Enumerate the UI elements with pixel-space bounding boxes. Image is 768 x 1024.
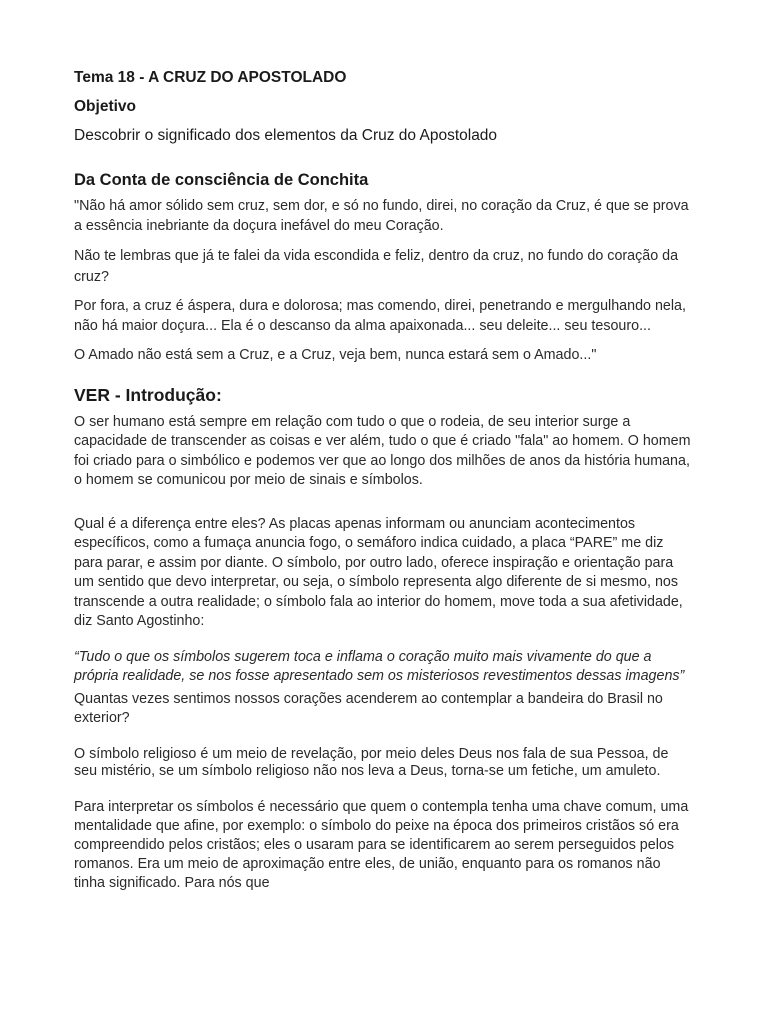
document-title: Tema 18 - A CRUZ DO APOSTOLADO [74,69,347,86]
augustine-quote: “Tudo o que os símbolos sugerem toca e inflama o coração muito mais vivamente do que a própria realidade, se nos fosse apresentado sem os misteriosos revestimentos dessas imagens” [74,648,685,684]
conchita-paragraph-4: O Amado não está sem a Cruz, e a Cruz, veja bem, nunca estará sem o Amado..." [74,347,597,363]
document-page [74,67,694,893]
ver-paragraph-4: O símbolo religioso é um meio de revelação, por meio deles Deus nos fala de sua Pessoa, de seu mistério, se um símbolo religioso não nos leva a Deus, torna-se um fetiche, um amuleto. [74,745,669,779]
objective-heading: Objetivo [74,98,137,115]
objective-text: Descobrir o significado dos elementos da Cruz do Apostolado [74,127,498,144]
conchita-paragraph-3: Por fora, a cruz é áspera, dura e dolorosa; mas comendo, direi, penetrando e mergulhando nela, não há maior doçura... Ela é o descanso da alma apaixonada... seu deleite... seu tesouro... [74,298,686,334]
ver-paragraph-1: O ser humano está sempre em relação com tudo o que o rodeia, de seu interior surge a capacidade de transcender as coisas e ver além, tudo o que é criado "fala" ao homem. O homem foi criado para o simbólico e podemos ver que ao longo dos milhões de anos da história humana, o homem se comunicou por meio de sinais e símbolos. [74,413,691,488]
section-heading-ver: VER - Introdução: [74,384,222,405]
section-heading-conchita: Da Conta de consciência de Conchita [74,171,369,189]
conchita-paragraph-1: "Não há amor sólido sem cruz, sem dor, e só no fundo, direi, no coração da Cruz, é que se prova a essência inebriante da doçura inefável do meu Coração. [74,198,689,234]
ver-paragraph-5: Para interpretar os símbolos é necessário que quem o contempla tenha uma chave comum, uma mentalidade que afine, por exemplo: o símbolo do peixe na época dos primeiros cristãos só era compreendido pelos cristãos; eles o usaram para se identificarem ao serem perseguidos pelos romanos. Era um meio de aproximação entre eles, de união, enquanto para os romanos não tinha significado. Para nós que [74,798,689,891]
ver-paragraph-3: Quantas vezes sentimos nossos corações acenderem ao contemplar a bandeira do Brasil no exterior? [74,690,663,726]
ver-paragraph-2: Qual é a diferença entre eles? As placas apenas informam ou anunciam acontecimentos específicos, como a fumaça anuncia fogo, o semáforo indica cuidado, a placa “PARE” me diz para parar, e assim por diante. O símbolo, por outro lado, oferece inspiração e orientação para um sentido que devo interpretar, ou seja, o símbolo representa algo diferente de si mesmo, nos transcende a outra realidade; o símbolo fala ao interior do homem, move toda a sua afetividade, diz Santo Agostinho: [74,515,683,629]
conchita-paragraph-2: Não te lembras que já te falei da vida escondida e feliz, dentro da cruz, no fundo do coração da cruz? [74,248,679,285]
